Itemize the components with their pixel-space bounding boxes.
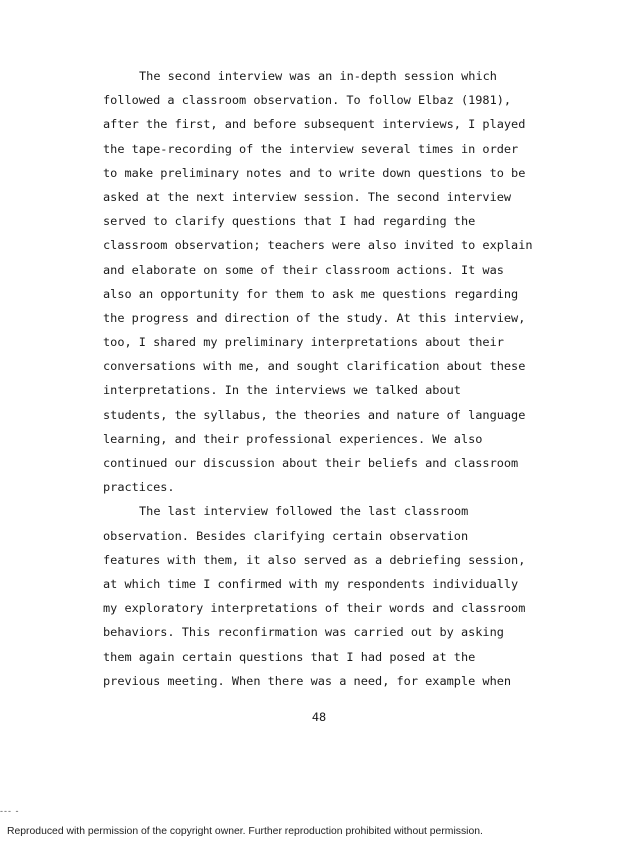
body-text bbox=[103, 64, 558, 693]
text-line: the progress and direction of the study. At this interview, bbox=[103, 310, 526, 325]
text-line: practices. bbox=[103, 480, 175, 495]
text-line: students, the syllabus, the theories and nature of language bbox=[103, 407, 526, 422]
text-line: learning, and their professional experiences. We also bbox=[103, 431, 483, 446]
text-line: them again certain questions that I had posed at the bbox=[103, 649, 476, 664]
text-line: served to clarify questions that I had regarding the bbox=[103, 214, 476, 229]
text-line: asked at the next interview session. The second interview bbox=[103, 189, 512, 204]
text-line: too, I shared my preliminary interpretations about their bbox=[103, 335, 504, 350]
text-line: the tape-recording of the interview several times in order bbox=[103, 141, 519, 156]
text-line: The last interview followed the last classroom bbox=[139, 504, 469, 519]
text-line: at which time I confirmed with my respondents individually bbox=[103, 576, 519, 591]
copyright-notice: Reproduced with permission of the copyright owner. Further reproduction prohibited without permission. bbox=[7, 826, 483, 837]
text-line: observation. Besides clarifying certain observation bbox=[103, 528, 469, 543]
text-line: behaviors. This reconfirmation was carried out by asking bbox=[103, 625, 504, 640]
text-line: features with them, it also served as a debriefing session, bbox=[103, 552, 526, 567]
text-line: followed a classroom observation. To follow Elbaz (1981), bbox=[103, 93, 512, 108]
text-line: to make preliminary notes and to write down questions to be bbox=[103, 165, 526, 180]
text-line: classroom observation; teachers were also invited to explain bbox=[103, 238, 533, 253]
text-line: interpretations. In the interviews we talked about bbox=[103, 383, 461, 398]
text-line: conversations with me, and sought clarification about these bbox=[103, 359, 526, 374]
text-line: also an opportunity for them to ask me questions regarding bbox=[103, 286, 519, 301]
text-line: The second interview was an in-depth session which bbox=[139, 69, 497, 83]
text-line: previous meeting. When there was a need, for example when bbox=[103, 673, 512, 688]
text-line: and elaborate on some of their classroom actions. It was bbox=[103, 262, 504, 277]
text-line: continued our discussion about their beliefs and classroom bbox=[103, 456, 519, 470]
scan-mark: --- - bbox=[0, 806, 20, 816]
text-line: after the first, and before subsequent interviews, I played bbox=[103, 117, 526, 132]
page-number: 48 bbox=[311, 710, 327, 724]
text-line: my exploratory interpretations of their words and classroom bbox=[103, 601, 526, 616]
